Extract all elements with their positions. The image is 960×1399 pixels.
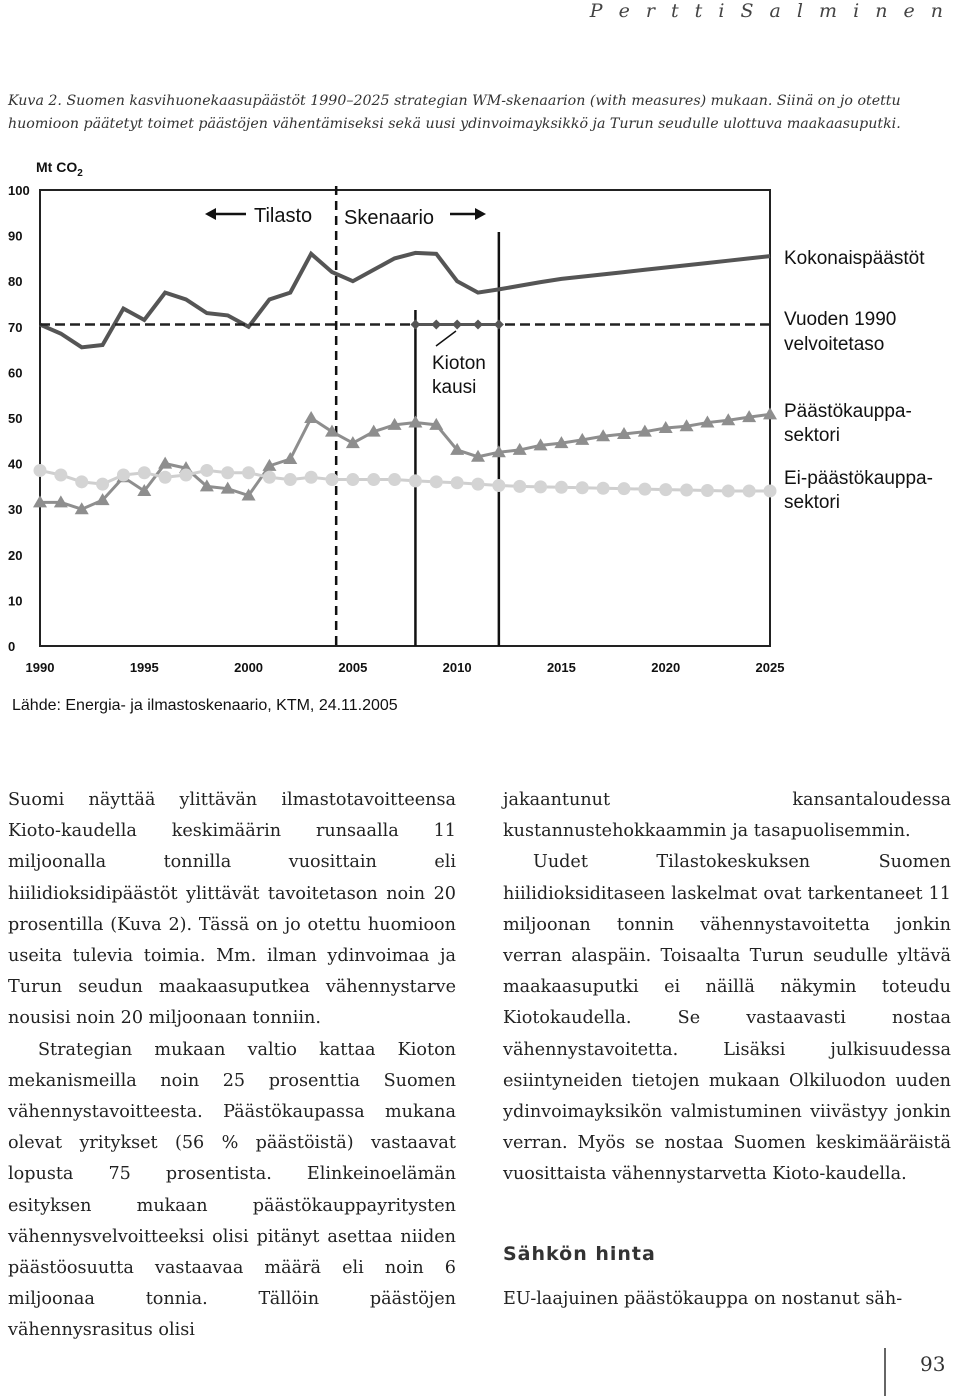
y-tick-label: 30 xyxy=(8,502,23,518)
circle-marker xyxy=(180,469,193,482)
circle-marker xyxy=(576,481,589,494)
x-tick-label: 1995 xyxy=(129,660,159,675)
circle-marker xyxy=(326,473,339,486)
body-paragraph: Uudet Tilastokeskuksen Suomen hiilidioksiditaseen laskelmat ovat tarkentaneet 11 miljoonan tonnin vähennystavoitetta jonkin verran alaspäin. Toisaalta Turun seudulle yltävä maakaasuputki ei näillä näkymin toteudu Kiotokaudella. Se vastaavasti nostaa vähennystavoitetta. Lisäksi julkisuudessa esiintyneiden tietojen mukaan Olkiluodon uuden ydinvoimayksikön valmistuminen viivästyy jonkin verran. Myös se nostaa Suomen keskimääräistä vuosittaista vähennystarvetta Kioto-kaudella. xyxy=(503,852,951,1185)
scenario-arrow-head xyxy=(475,208,486,220)
chart-source: Lähde: Energia- ja ilmastoskenaario, KTM, 24.11.2005 xyxy=(12,697,398,714)
series-line-total xyxy=(40,253,770,347)
x-tick-label: 2025 xyxy=(755,660,785,675)
circle-marker xyxy=(430,475,443,488)
y-tick-label: 40 xyxy=(8,456,23,472)
circle-marker xyxy=(534,480,547,493)
body-paragraph: jakaantunut kansantaloudessa kustannustehokkaammin ja tasapuolisemmin. xyxy=(503,790,951,842)
y-tick-label: 60 xyxy=(8,365,23,381)
y-axis-label: Mt $CO_2$ xyxy=(36,159,83,179)
legend-label-obligation: Vuoden 1990 xyxy=(784,309,897,330)
y-tick-label: 10 xyxy=(8,593,23,609)
circle-marker xyxy=(555,481,568,494)
scenario-label: Skenaario xyxy=(344,207,435,229)
running-head: P e r t t i S a l m i n e n xyxy=(589,0,948,22)
circle-marker xyxy=(492,479,505,492)
section-heading: Sähkön hinta xyxy=(503,1242,656,1265)
circle-marker xyxy=(701,484,714,497)
triangle-marker xyxy=(158,457,172,469)
legend-label-obligation: velvoitetaso xyxy=(784,334,885,355)
body-paragraph: EU-laajuinen päästökauppa on nostanut säh- xyxy=(503,1288,903,1309)
kyoto-label: kausi xyxy=(432,377,477,398)
circle-marker xyxy=(409,474,422,487)
circle-marker xyxy=(200,464,213,477)
x-tick-label: 2010 xyxy=(442,660,472,675)
circle-marker xyxy=(284,473,297,486)
circle-marker xyxy=(618,482,631,495)
folio-rule xyxy=(884,1348,886,1396)
circle-marker xyxy=(722,484,735,497)
kyoto-pointer xyxy=(436,331,456,346)
x-tick-label: 2015 xyxy=(546,660,576,675)
figure-caption: Kuva 2. Suomen kasvihuonekaasupäästöt 1990–2025 strategian WM-skenaarion (with measures) mukaan. Siinä on jo otettu huomioon päätetyt toimet päästöjen vähentämiseksi sekä uusi ydinvoimayksikkö ja Turun seudulle ulottuva maakaasuputki. xyxy=(8,93,901,132)
y-tick-label: 0 xyxy=(8,639,16,654)
circle-marker xyxy=(472,478,485,491)
body-paragraph: Strategian mukaan valtio kattaa Kioton mekanismeilla noin 25 prosenttia Suomen vähennystavoitteesta. Päästökaupassa mukana olevat yritykset (56 % päästöistä) vastaavat lopusta 75 prosentista. Elinkeinoelämän esityksen mukaan päästökauppayritysten vähennysvelvoitteeksi olisi pitänyt asettaa niiden päästöosuutta vastaavaa määrä eli noin 6 miljoonaa tonnia. Tällöin päästöjen vähennysrasitus olisi xyxy=(8,1039,456,1341)
circle-marker xyxy=(367,473,380,486)
page-number: 93 xyxy=(920,1352,946,1376)
circle-marker xyxy=(346,473,359,486)
circle-marker xyxy=(75,475,88,488)
x-tick-label: 2020 xyxy=(651,660,681,675)
circle-marker xyxy=(638,483,651,496)
triangle-marker xyxy=(408,416,422,428)
circle-marker xyxy=(242,466,255,479)
triangle-marker xyxy=(763,407,777,419)
legend-label-ets: sektori xyxy=(784,425,840,446)
x-tick-label: 1990 xyxy=(25,660,55,675)
y-tick-label: 50 xyxy=(8,411,23,426)
circle-marker xyxy=(138,466,151,479)
y-tick-label: 80 xyxy=(8,274,23,290)
circle-marker xyxy=(659,483,672,496)
circle-marker xyxy=(764,484,777,497)
triangle-marker xyxy=(304,411,318,423)
circle-marker xyxy=(263,471,276,484)
y-tick-label: 20 xyxy=(8,547,23,563)
plot-area xyxy=(40,190,770,646)
y-tick-label: 70 xyxy=(8,319,23,335)
circle-marker xyxy=(305,471,318,484)
legend-label-non-ets: sektori xyxy=(784,492,840,513)
circle-marker xyxy=(513,480,526,493)
emissions-chart xyxy=(0,150,960,720)
x-tick-label: 2005 xyxy=(338,660,368,675)
circle-marker xyxy=(597,482,610,495)
circle-marker xyxy=(743,484,756,497)
circle-marker xyxy=(96,478,109,491)
body-paragraph: Suomi näyttää ylittävän ilmastotavoitteensa Kioto-kaudella keskimäärin runsaalla 11 miljoonalla tonnilla vuosittain eli hiilidioksidipäästöt ylittävät tavoitetason noin 20 prosentilla (Kuva 2). Tässä on jo otettu huomioon useita tulevia toimia. Mm. ilman ydinvoimaa ja Turun seudun maakaasuputkea vähennystarve nousisi noin 20 miljoonaan tonniin. xyxy=(8,790,456,1029)
circle-marker xyxy=(451,476,464,489)
legend-label-non-ets: Ei-päästökauppa- xyxy=(784,468,933,489)
history-arrow-head xyxy=(205,208,216,220)
circle-marker xyxy=(159,471,172,484)
circle-marker xyxy=(54,469,67,482)
circle-marker xyxy=(221,466,234,479)
y-tick-label: 100 xyxy=(8,183,30,198)
y-tick-label: 90 xyxy=(8,228,23,244)
legend-label-ets: Päästökauppa- xyxy=(784,401,912,422)
circle-marker xyxy=(680,484,693,497)
legend-label-total: Kokonaispäästöt xyxy=(784,248,925,269)
history-label: Tilasto xyxy=(254,205,313,227)
circle-marker xyxy=(388,473,401,486)
triangle-marker xyxy=(283,452,297,464)
x-tick-label: 2000 xyxy=(234,660,264,675)
right-column xyxy=(503,785,951,1315)
circle-marker xyxy=(34,464,47,477)
kyoto-label: Kioton xyxy=(432,353,486,374)
circle-marker xyxy=(117,469,130,482)
left-column xyxy=(8,785,456,1347)
